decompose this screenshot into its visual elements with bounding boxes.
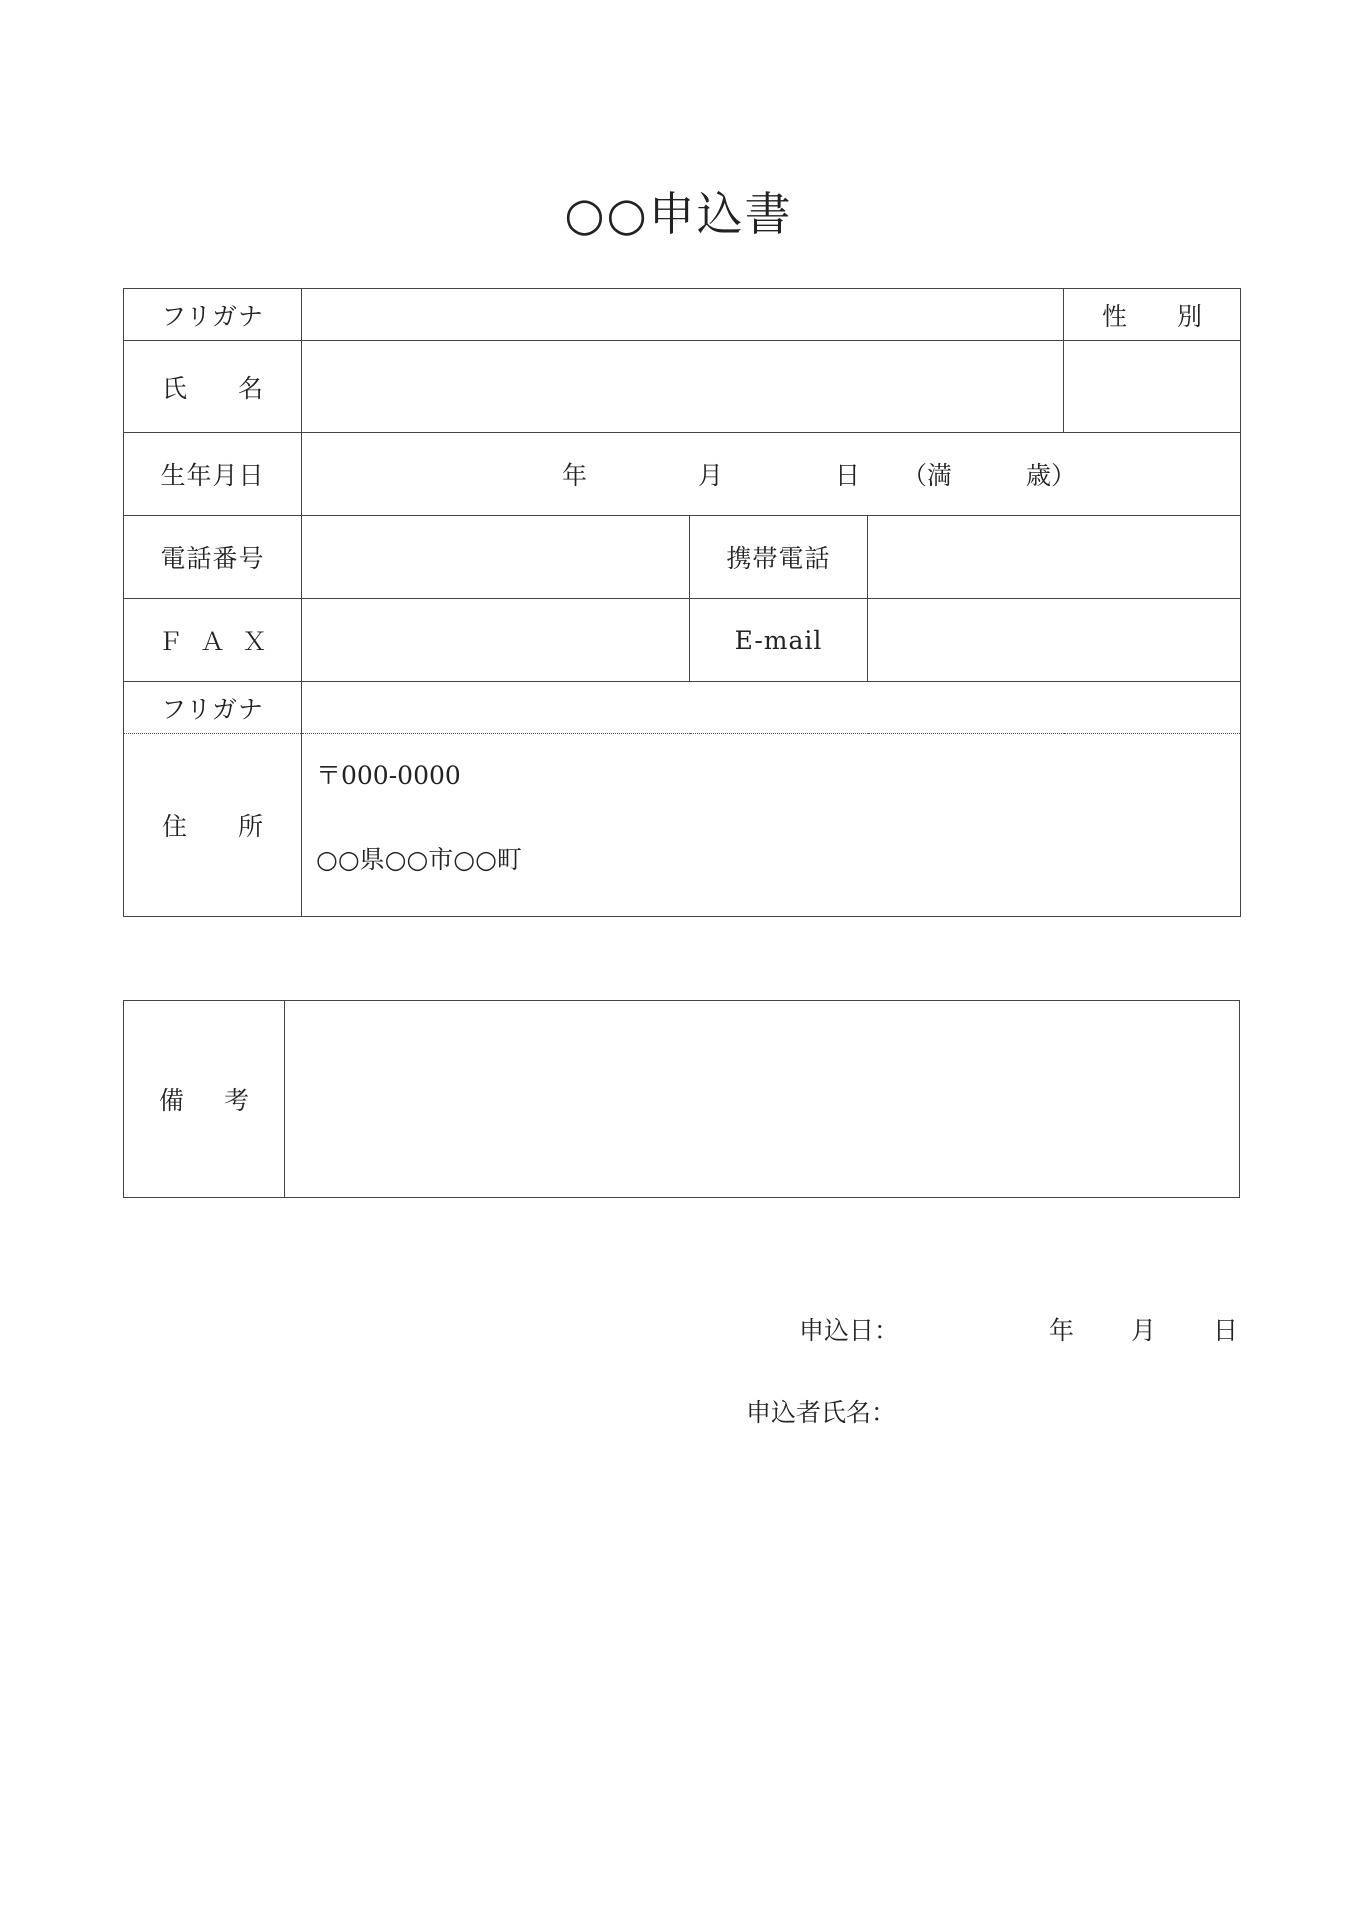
- application-date-label: 申込日：: [799, 1316, 900, 1345]
- notes-field[interactable]: [285, 1001, 1240, 1198]
- name-label: 氏 名: [124, 341, 302, 433]
- furigana-row: [124, 289, 1241, 341]
- furigana-label: フリガナ: [124, 289, 302, 341]
- address-furigana-field[interactable]: [302, 682, 1241, 734]
- dob-day: 日: [835, 461, 861, 490]
- application-date-day: 日: [1213, 1316, 1239, 1345]
- application-form-table: [123, 288, 1241, 917]
- gender-label: 性 別: [1064, 289, 1241, 341]
- gender-field[interactable]: [1064, 341, 1241, 433]
- phone-field[interactable]: [302, 516, 690, 599]
- application-date-month: 月: [1131, 1316, 1157, 1345]
- applicant-name-label: 申込者氏名：: [746, 1398, 897, 1427]
- mobile-field[interactable]: [868, 516, 1241, 599]
- dob-age-close: 歳）: [1026, 461, 1077, 490]
- notes-table: [123, 1000, 1240, 1198]
- dob-row: [124, 433, 1241, 516]
- mobile-label: 携帯電話: [690, 516, 868, 599]
- address-furigana-label: フリガナ: [124, 682, 302, 734]
- dob-field[interactable]: [302, 433, 1241, 516]
- application-date-year: 年: [1049, 1316, 1075, 1345]
- dob-age-open: （満: [902, 461, 953, 490]
- address-label: 住 所: [124, 734, 302, 917]
- furigana-field[interactable]: [302, 289, 1064, 341]
- dob-label: 生年月日: [124, 433, 302, 516]
- email-field[interactable]: [868, 599, 1241, 682]
- dob-month: 月: [698, 461, 724, 490]
- address-field[interactable]: [302, 734, 1241, 917]
- fax-field[interactable]: [302, 599, 690, 682]
- postal-code: 〒000-0000: [316, 761, 461, 790]
- address-row: [124, 734, 1241, 917]
- fax-label: Ｆ Ａ Ｘ: [124, 599, 302, 682]
- notes-label: 備 考: [124, 1001, 285, 1198]
- fax-row: [124, 599, 1241, 682]
- address-furigana-row: [124, 682, 1241, 734]
- name-field[interactable]: [302, 341, 1064, 433]
- name-row: [124, 341, 1241, 433]
- dob-year: 年: [562, 461, 588, 490]
- email-label: E-mail: [690, 599, 868, 682]
- phone-label: 電話番号: [124, 516, 302, 599]
- address-value: ○○県○○市○○町: [316, 845, 522, 874]
- phone-row: [124, 516, 1241, 599]
- page-title: ○○申込書: [564, 187, 793, 241]
